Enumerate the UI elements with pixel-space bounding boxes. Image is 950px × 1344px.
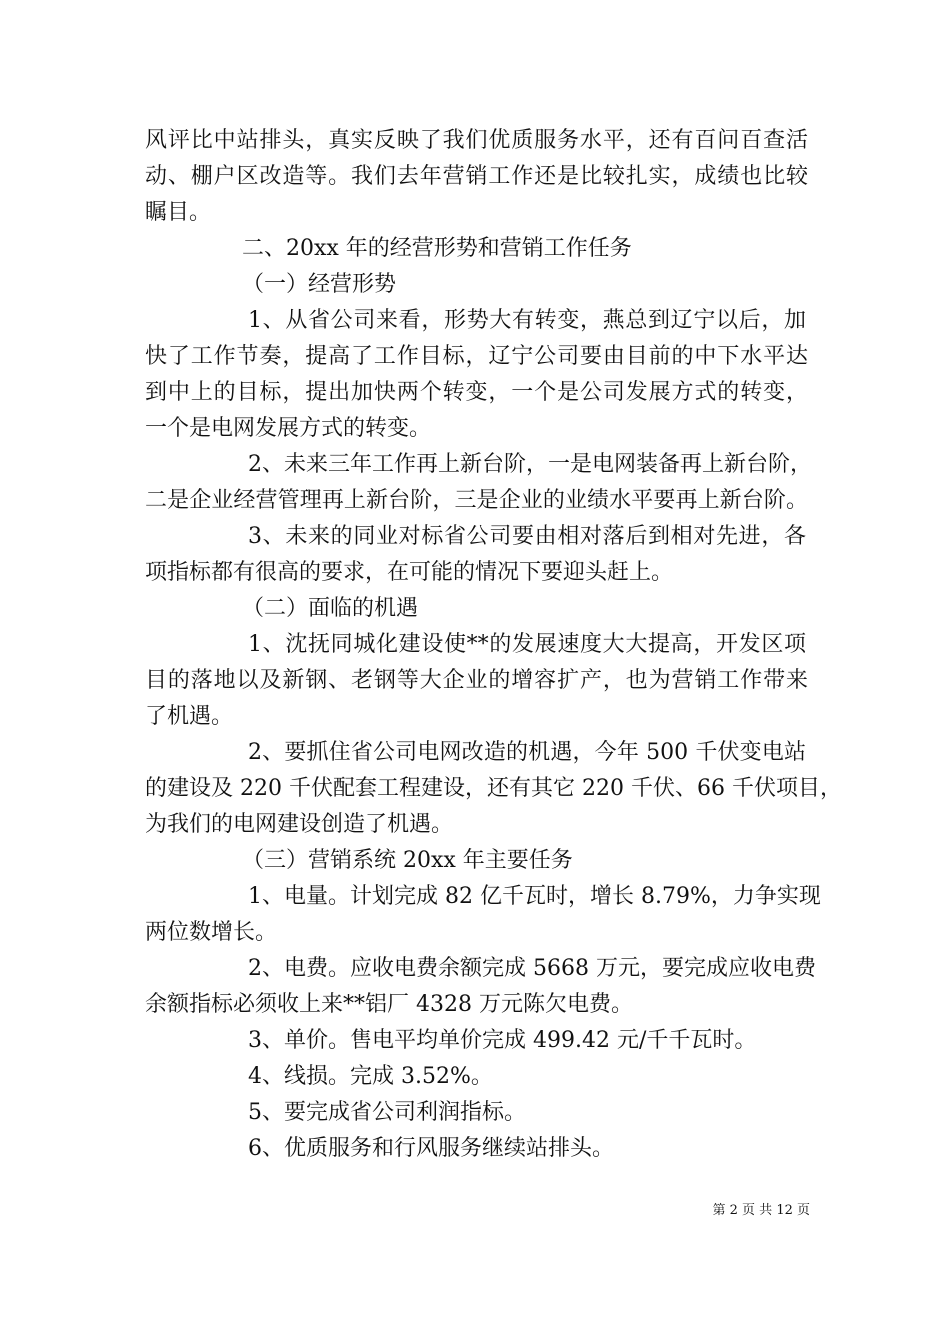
- paragraph-line: 余额指标必须收上来**铝厂 4328 万元陈欠电费。: [145, 992, 633, 1017]
- paragraph-line: 1、电量。计划完成 82 亿千瓦时，增长 8.79%，力争实现: [248, 884, 821, 909]
- paragraph-line: 目的落地以及新钢、老钢等大企业的增容扩产，也为营销工作带来: [145, 668, 808, 693]
- paragraph-line: 二是企业经营管理再上新台阶，三是企业的业绩水平要再上新台阶。: [145, 488, 808, 513]
- paragraph-line: 动、棚户区改造等。我们去年营销工作还是比较扎实，成绩也比较: [145, 164, 808, 189]
- page-number-footer: 第 2 页 共 12 页: [712, 1203, 810, 1218]
- paragraph-line: 2、电费。应收电费余额完成 5668 万元，要完成应收电费: [248, 956, 816, 981]
- paragraph-line: 3、单价。售电平均单价完成 499.42 元/千千瓦时。: [248, 1028, 757, 1053]
- paragraph-line: 1、从省公司来看，形势大有转变，燕总到辽宁以后，加: [248, 308, 806, 333]
- section-heading: 二、20xx 年的经营形势和营销工作任务: [242, 236, 632, 261]
- paragraph-line: 为我们的电网建设创造了机遇。: [145, 812, 454, 837]
- paragraph-line: 4、线损。完成 3.52%。: [248, 1064, 493, 1089]
- paragraph-line: 6、优质服务和行风服务继续站排头。: [248, 1136, 614, 1161]
- subsection-heading: （一）经营形势: [242, 272, 397, 297]
- paragraph-line: 的建设及 220 千伏配套工程建设，还有其它 220 千伏、66 千伏项目，: [145, 776, 842, 801]
- paragraph-line: 到中上的目标，提出加快两个转变，一个是公司发展方式的转变，: [145, 380, 808, 405]
- paragraph-line: 风评比中站排头，真实反映了我们优质服务水平，还有百问百查活: [145, 128, 808, 153]
- subsection-heading: （三）营销系统 20xx 年主要任务: [242, 848, 573, 873]
- paragraph-line: 两位数增长。: [145, 920, 278, 945]
- paragraph-line: 1、沈抚同城化建设使**的发展速度大大提高，开发区项: [248, 632, 806, 657]
- paragraph-line: 2、要抓住省公司电网改造的机遇，今年 500 千伏变电站: [248, 740, 806, 765]
- paragraph-line: 瞩目。: [145, 200, 212, 225]
- paragraph-line: 3、未来的同业对标省公司要由相对落后到相对先进，各: [248, 524, 806, 549]
- paragraph-line: 2、未来三年工作再上新台阶，一是电网装备再上新台阶，: [248, 452, 812, 477]
- subsection-heading: （二）面临的机遇: [242, 596, 419, 621]
- paragraph-line: 了机遇。: [145, 704, 234, 729]
- paragraph-line: 一个是电网发展方式的转变。: [145, 416, 432, 441]
- paragraph-line: 5、要完成省公司利润指标。: [248, 1100, 526, 1125]
- paragraph-line: 快了工作节奏，提高了工作目标，辽宁公司要由目前的中下水平达: [145, 344, 808, 369]
- paragraph-line: 项指标都有很高的要求，在可能的情况下要迎头赶上。: [145, 560, 674, 585]
